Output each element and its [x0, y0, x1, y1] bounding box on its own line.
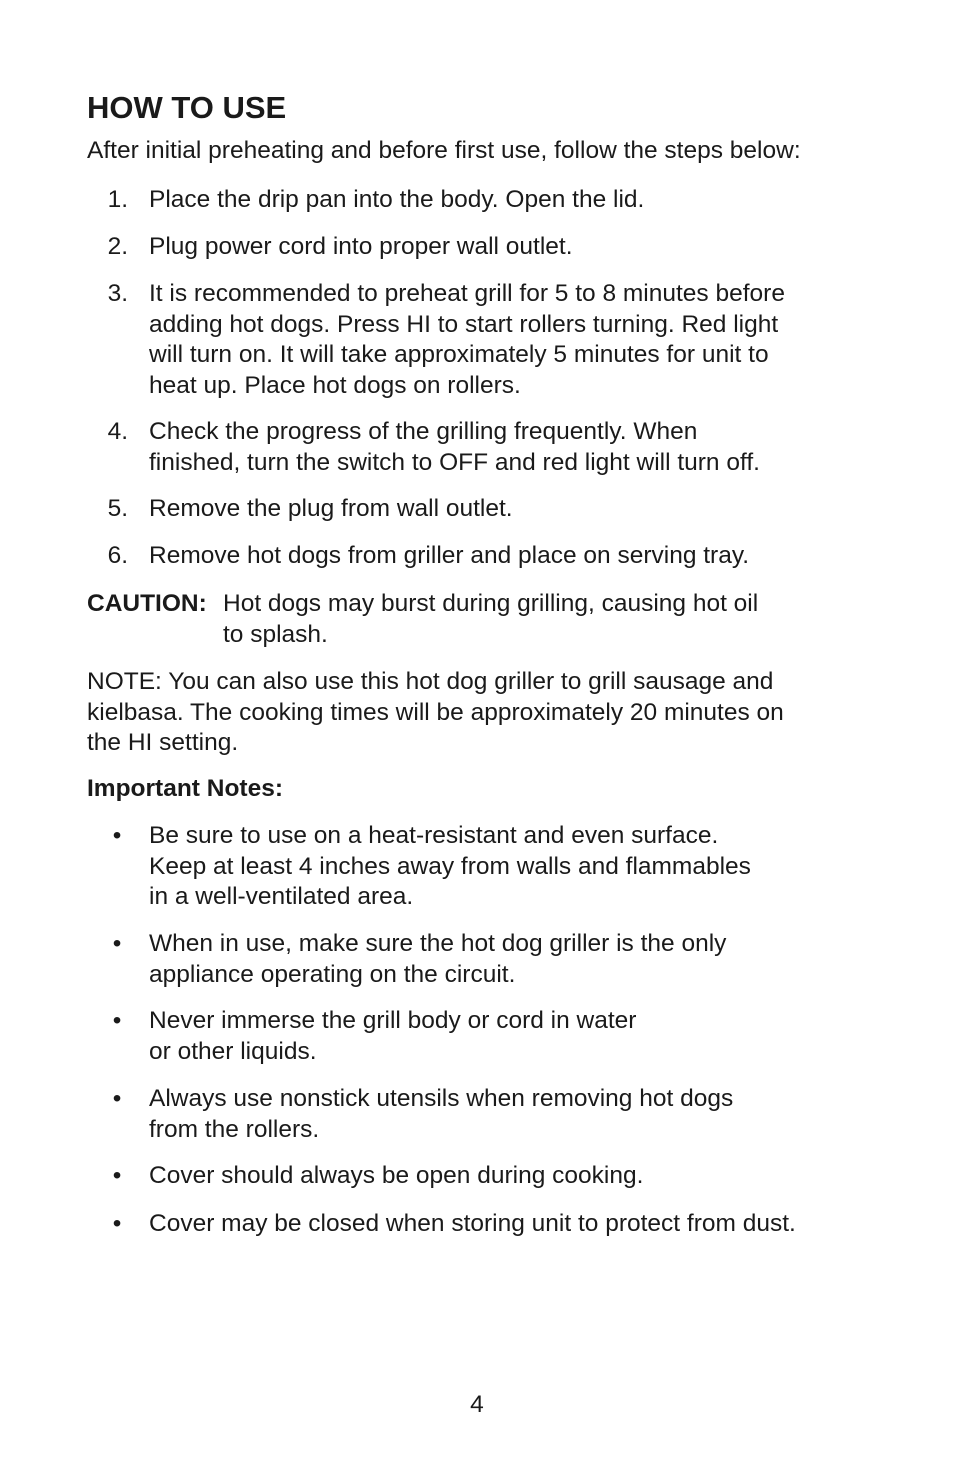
step-text: Plug power cord into proper wall outlet. — [149, 233, 573, 260]
bullet-icon: • — [112, 930, 122, 957]
note-text: NOTE: You can also use this hot dog griller to grill sausage and kielbasa. The cooking times will be approximately 20 minutes on the HI setting. — [87, 668, 784, 756]
list-item-text: Be sure to use on a heat-resistant and even surface. Keep at least 4 inches away from walls and flammables in a well-ventilated area. — [149, 822, 751, 910]
list-item-text: Always use nonstick utensils when removing hot dogs from the rollers. — [149, 1085, 734, 1143]
step-text: Remove the plug from wall outlet. — [149, 495, 513, 522]
caution-label: CAUTION: — [87, 590, 207, 617]
step-number: 1. — [107, 186, 128, 213]
bullet-icon: • — [112, 1162, 122, 1189]
step-number: 2. — [107, 233, 128, 260]
caution-text: Hot dogs may burst during grilling, causing hot oil to splash. — [223, 590, 759, 648]
step-number: 5. — [107, 495, 128, 522]
step-text: It is recommended to preheat grill for 5 to 8 minutes before adding hot dogs. Press HI to start rollers turning. Red light will turn on. It will take approximately 5 minutes for unit to heat up. Place hot dogs on rollers. — [149, 280, 785, 399]
bullet-icon: • — [112, 1210, 122, 1237]
step-number: 3. — [107, 280, 128, 307]
list-item-text: Cover should always be open during cooking. — [149, 1162, 644, 1189]
list-item-text: Never immerse the grill body or cord in water or other liquids. — [149, 1007, 637, 1065]
step-number: 4. — [107, 418, 128, 445]
list-item-text: Cover may be closed when storing unit to protect from dust. — [149, 1210, 796, 1237]
important-notes-heading: Important Notes: — [87, 775, 283, 802]
page-number: 4 — [470, 1391, 484, 1418]
bullet-icon: • — [112, 1085, 122, 1112]
step-text: Remove hot dogs from griller and place on serving tray. — [149, 542, 750, 569]
step-text: Check the progress of the grilling frequently. When finished, turn the switch to OFF and red light will turn off. — [149, 418, 760, 476]
step-number: 6. — [107, 542, 128, 569]
bullet-icon: • — [112, 822, 122, 849]
bullet-icon: • — [112, 1007, 122, 1034]
intro-text: After initial preheating and before first use, follow the steps below: — [87, 137, 801, 164]
list-item-text: When in use, make sure the hot dog griller is the only appliance operating on the circuit. — [149, 930, 727, 988]
page-title: HOW TO USE — [87, 90, 287, 125]
step-text: Place the drip pan into the body. Open the lid. — [149, 186, 645, 213]
